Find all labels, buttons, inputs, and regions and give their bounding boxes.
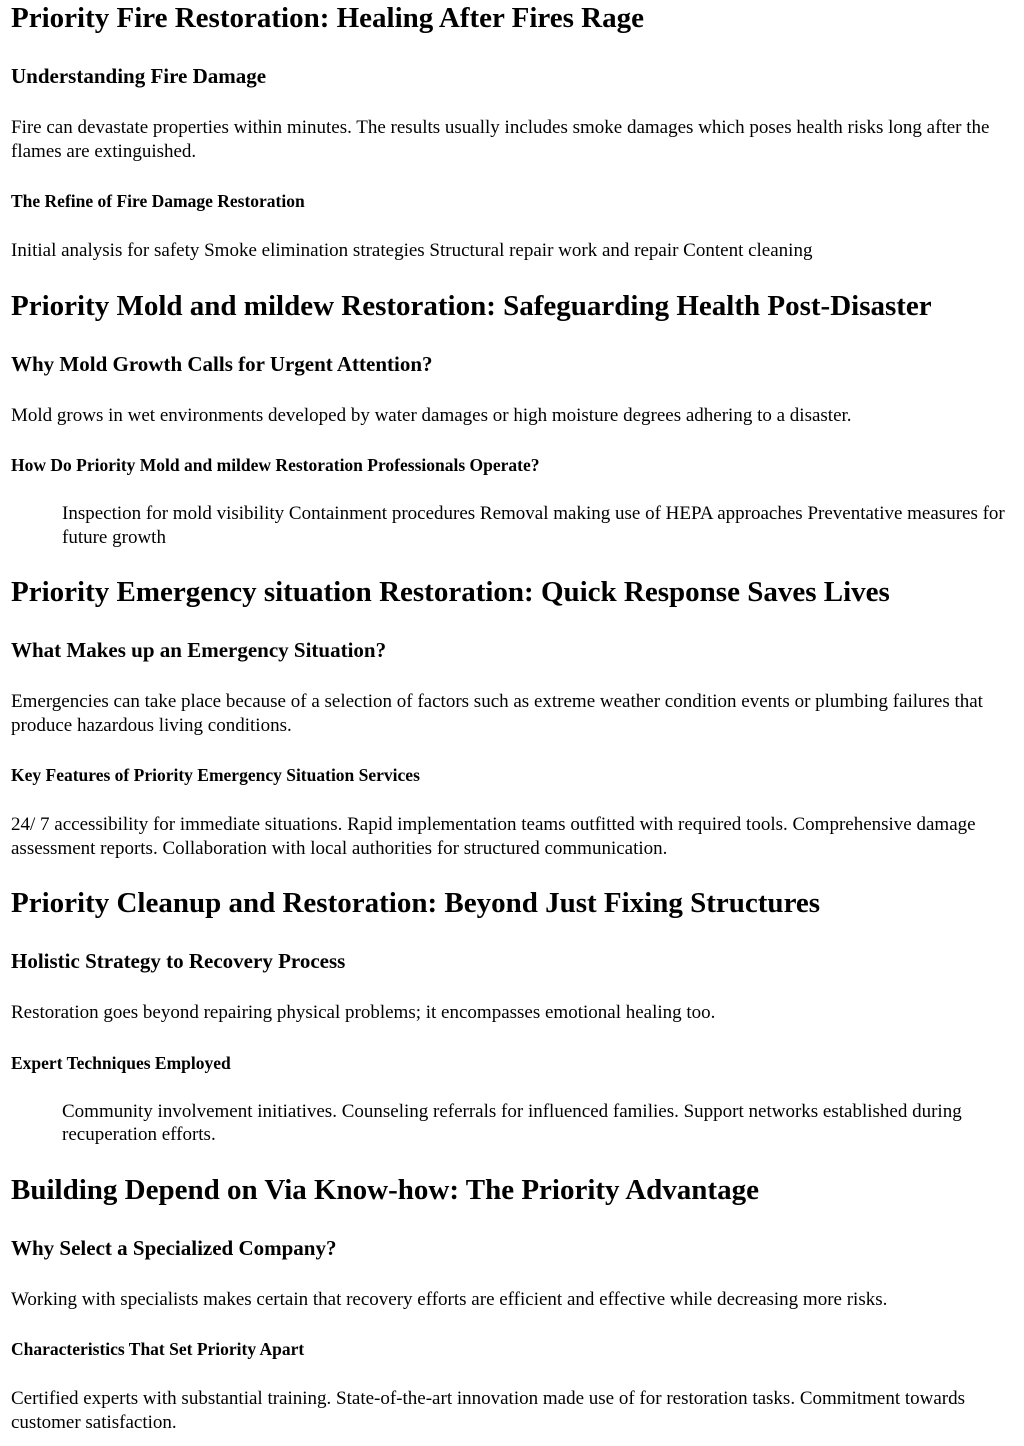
- section-title: Building Depend on Via Know-how: The Priority Advantage: [11, 1173, 759, 1206]
- section-title: Priority Mold and mildew Restoration: Safeguarding Health Post-Disaster: [11, 289, 932, 322]
- section-body: Initial analysis for safety Smoke elimination strategies Structural repair work and repair Content cleaning: [11, 240, 813, 261]
- section-fire-restoration: [11, 0, 1013, 263]
- section-minor-heading: Key Features of Priority Emergency Situation Services: [11, 765, 420, 785]
- section-minor-heading: The Refine of Fire Damage Restoration: [11, 191, 305, 211]
- section-paragraph: Working with specialists makes certain that recovery efforts are efficient and effective while decreasing more risks.: [11, 1288, 888, 1310]
- section-paragraph: Emergencies can take place because of a selection of factors such as extreme weather condition events or plumbing failures that produce hazardous living conditions.: [11, 691, 983, 736]
- section-subheading: Why Select a Specialized Company?: [11, 1235, 337, 1260]
- section-minor-heading: Expert Techniques Employed: [11, 1052, 231, 1073]
- section-body: 24/ 7 accessibility for immediate situations. Rapid implementation teams outfitted with required tools. Comprehensive damage assessment reports. Collaboration with local authorities for structured communication.: [11, 814, 976, 859]
- section-subheading: Holistic Strategy to Recovery Process: [11, 949, 346, 973]
- section-paragraph: Restoration goes beyond repairing physical problems; it encompasses emotional healing too.: [11, 1002, 716, 1023]
- section-cleanup-restoration: [11, 886, 1013, 1147]
- section-body: Certified experts with substantial training. State-of-the-art innovation made use of for restoration tasks. Commitment towards customer satisfaction.: [11, 1388, 965, 1433]
- section-paragraph: Mold grows in wet environments developed by water damages or high moisture degrees adhering to a disaster.: [11, 404, 852, 426]
- section-minor-heading: Characteristics That Set Priority Apart: [11, 1339, 305, 1359]
- section-priority-advantage: [11, 1173, 1013, 1435]
- section-subheading: What Makes up an Emergency Situation?: [11, 638, 387, 662]
- section-blockquote: Inspection for mold visibility Containment procedures Removal making use of HEPA approaches Preventative measures for future growth: [62, 503, 1005, 548]
- section-blockquote: Community involvement initiatives. Counseling referrals for influenced families. Support networks established during recuperation efforts.: [62, 1100, 962, 1145]
- section-title: Priority Fire Restoration: Healing After Fires Rage: [11, 2, 644, 34]
- section-paragraph: Fire can devastate properties within minutes. The results usually includes smoke damages which poses health risks long after the flames are extinguished.: [11, 117, 990, 162]
- section-title: Priority Emergency situation Restoration: Quick Response Saves Lives: [11, 576, 890, 608]
- section-title: Priority Cleanup and Restoration: Beyond Just Fixing Structures: [11, 887, 821, 919]
- section-mold-restoration: [11, 289, 1013, 550]
- section-minor-heading: How Do Priority Mold and mildew Restoration Professionals Operate?: [11, 455, 540, 475]
- section-subheading: Why Mold Growth Calls for Urgent Attention?: [11, 351, 433, 376]
- section-subheading: Understanding Fire Damage: [11, 64, 267, 88]
- section-emergency-restoration: [11, 575, 1013, 860]
